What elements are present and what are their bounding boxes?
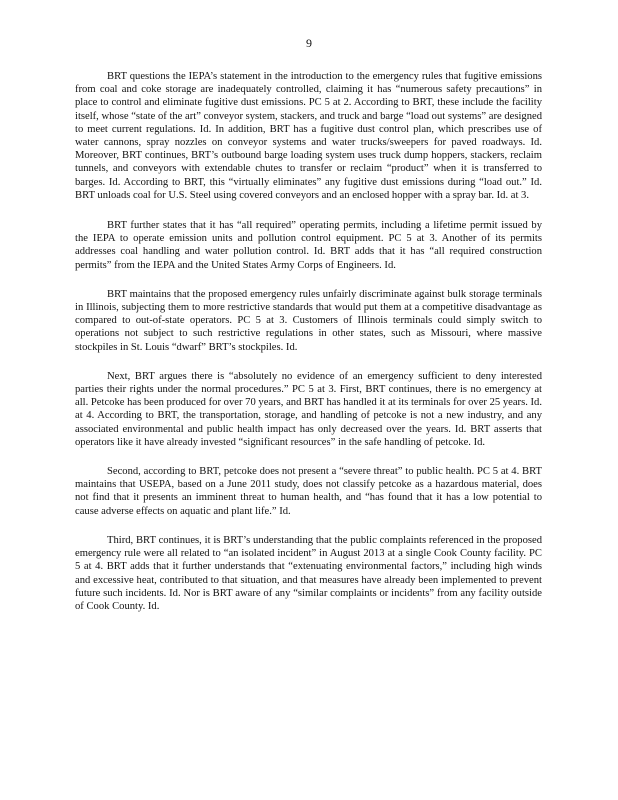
paragraph-discrimination: BRT maintains that the proposed emergency rules unfairly discriminate against bulk storage terminals in Illinois, subjecting them to more restrictive standards that would put them at a competitive disadvantage as compared to out-of-state operators. PC 5 at 3. Customers of Illinois terminals could simply switch to operations not subject to such restrictive regulations in other states, such as Missouri, where massive stockpiles in St. Louis “dwarf” BRT’s stockpiles. Id. xyxy=(75,288,542,353)
paragraph-permits: BRT further states that it has “all required” operating permits, including a lifetime permit issued by the IEPA to operate emission units and pollution control equipment. PC 5 at 3. Another of its permits addresses coal handling and water pollution control. Id. BRT adds that it has “all required construction permits” from the IEPA and the United States Army Corps of Engineers. Id. xyxy=(75,220,542,271)
page-number: 9 xyxy=(306,36,312,50)
paragraph-fugitive-emissions: BRT questions the IEPA’s statement in the introduction to the emergency rules that fugitive emissions from coal and coke storage are inadequately controlled, claiming it has “numerous safety precautions” in place to control and eliminate fugitive dust emissions. PC 5 at 2. According to BRT, these include the facility itself, whose “state of the art” conveyor system, stackers, and truck and barge “load out systems” are designed to meet current regulations. Id. In addition, BRT has a fugitive dust control plan, which prescribes use of water cannons, spray nozzles on conveyor systems and water trucks/sweepers for paved roadways. Id. Moreover, BRT continues, BRT’s outbound barge loading system uses truck dump hoppers, stackers, reclaim tunnels, and conveyors with extendable chutes to transfer or reclaim “product” when it is transferred to barges. Id. According to BRT, this “virtually eliminates” any fugitive dust emissions during “load out.” Id. BRT unloads coal for U.S. Steel using covered conveyors and an enclosed hopper with a spray bar. Id. at 3. xyxy=(75,71,542,201)
paragraph-no-emergency: Next, BRT argues there is “absolutely no evidence of an emergency sufficient to deny interested parties their rights under the normal procedures.” PC 5 at 3. First, BRT continues, there is no emergency at all. Petcoke has been produced for over 70 years, and BRT has handled it at its terminals for over 25 years. Id. at 4. According to BRT, the transportation, storage, and handling of petcoke is not a new industry, and any associated environmental and public health impact has only decreased over the years. Id. BRT asserts that operators like it have already invested “significant resources” in the safe handling of petcoke. Id. xyxy=(75,370,542,448)
paragraph-isolated-incident: Third, BRT continues, it is BRT’s understanding that the public complaints referenced in the proposed emergency rule were all related to “an isolated incident” in August 2013 at a single Cook County facility. PC 5 at 4. BRT adds that it further understands that “extenuating environmental factors,” including high winds and excessive heat, contributed to that situation, and that measures have already been implemented to prevent future such incidents. Id. Nor is BRT aware of any “similar complaints or incidents” from any facility outside of Cook County. Id. xyxy=(75,534,542,612)
body-text xyxy=(75,70,542,629)
paragraph-health-threat: Second, according to BRT, petcoke does not present a “severe threat” to public health. PC 5 at 4. BRT maintains that USEPA, based on a June 2011 study, does not classify petcoke as a hazardous material, does not find that it presents an imminent threat to human health, and “has found that it has a low potential to cause adverse effects on aquatic and plant life.” Id. xyxy=(75,466,542,517)
